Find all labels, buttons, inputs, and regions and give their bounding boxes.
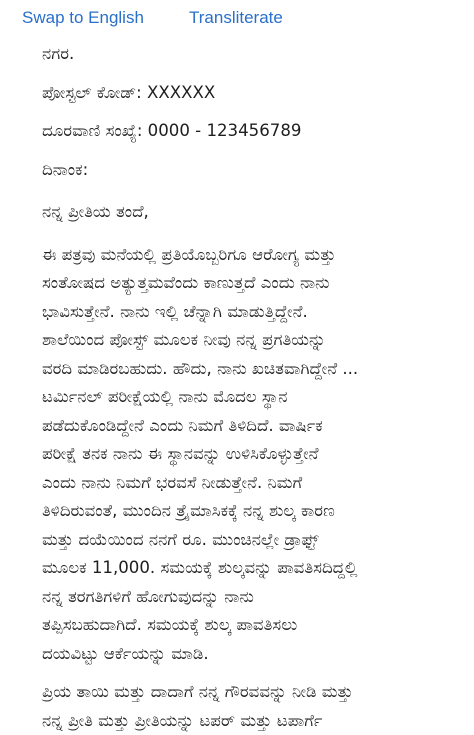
body-line: ಪಡೆದುಕೊಂಡಿದ್ದೇನೆ ಎಂದು ನಿಮಗೆ ತಿಳಿದಿದೆ. ವಾರ್ಷಿಕ	[42, 412, 462, 441]
body-line: ಮತ್ತು ದಯೆಯಿಂದ ನನಗೆ ರೂ. ಮುಂಚಿನಲ್ಲೇ ಡ್ರಾಫ್ಟ್	[42, 526, 462, 555]
body-line: ಶಾಲೆಯಿಂದ ಪೋಸ್ಟ್ ಮೂಲಕ ನೀವು ನನ್ನ ಪ್ರಗತಿಯನ್ನು	[42, 326, 462, 355]
body-line: ಸಂತೋಷದ ಅತ್ಯುತ್ತಮವೆಂದು ಕಾಣುತ್ತದೆ ಎಂದು ನಾನು	[42, 269, 462, 298]
body-line: ತಪ್ಪಿಸಬಹುದಾಗಿದೆ. ಸಮಯಕ್ಕೆ ಶುಲ್ಕ ಪಾವತಿಸಲು	[42, 611, 462, 640]
letter-text	[42, 40, 462, 735]
letter-date: ದಿನಾಂಕ:	[42, 156, 462, 185]
body-line: ಪರೀಕ್ಷೆ ತನಕ ನಾನು ಈ ಸ್ಥಾನವನ್ನು ಉಳಿಸಿಕೊಳ್ಳುತ್ತೇನೆ	[42, 440, 462, 469]
letter-postal-code: ಪೋಸ್ಟಲ್ ಕೋಡ್: XXXXXX	[42, 79, 462, 108]
letter-phone: ದೂರವಾಣಿ ಸಂಖ್ಯೆ: 0000 - 123456789	[42, 117, 462, 146]
body-line: ಮೂಲಕ 11,000. ಸಮಯಕ್ಕೆ ಶುಲ್ಕವನ್ನು ಪಾವತಿಸದಿದ್ದಲ್ಲಿ	[42, 554, 462, 583]
body-line: ನನ್ನ ತರಗತಿಗಳಿಗೆ ಹೋಗುವುದನ್ನು ನಾನು	[42, 583, 462, 612]
body-line: ಈ ಪತ್ರವು ಮನೆಯಲ್ಲಿ ಪ್ರತಿಯೊಬ್ಬರಿಗೂ ಆರೋಗ್ಯ ಮತ್ತು	[42, 241, 462, 270]
transliterate-button[interactable]: Transliterate	[189, 8, 283, 28]
letter-salutation: ನನ್ನ ಪ್ರೀತಿಯ ತಂದೆ,	[42, 198, 462, 227]
body-line: ಎಂದು ನಾನು ನಿಮಗೆ ಭರವಸೆ ನೀಡುತ್ತೇನೆ. ನಿಮಗೆ	[42, 469, 462, 498]
body-line: ದಯವಿಟ್ಟು ಆರ್ಕೆಯನ್ನು ಮಾಡಿ.	[42, 640, 462, 669]
body-line: ವರದಿ ಮಾಡಿರಬಹುದು. ಹೌದು, ನಾನು ಖಚಿತವಾಗಿದ್ದೇನೆ ...	[42, 355, 462, 384]
closing-line: ನನ್ನ ಪ್ರೀತಿ ಮತ್ತು ಪ್ರೀತಿಯನ್ನು ಟಪರ್ ಮತ್ತು ಟಪಾರ್ಗೆ	[42, 707, 462, 735]
body-line: ಟರ್ಮಿನಲ್ ಪರೀಕ್ಷೆಯಲ್ಲಿ ನಾನು ಮೊದಲ ಸ್ಥಾನ	[42, 383, 462, 412]
translation-toolbar	[0, 0, 474, 36]
body-line: ಭಾವಿಸುತ್ತೇನೆ. ನಾನು ಇಲ್ಲಿ ಚೆನ್ನಾಗಿ ಮಾಡುತ್ತಿದ್ದೇನೆ.	[42, 298, 462, 327]
body-line: ತಿಳಿದಿರುವಂತೆ, ಮುಂದಿನ ತ್ರೈಮಾಸಿಕಕ್ಕೆ ನನ್ನ ಶುಲ್ಕ ಕಾರಣ	[42, 497, 462, 526]
closing-line: ಪ್ರಿಯ ತಾಯಿ ಮತ್ತು ದಾದಾಗೆ ನನ್ನ ಗೌರವವನ್ನು ನೀಡಿ ಮತ್ತು	[42, 678, 462, 707]
letter-city: ನಗರ.	[42, 40, 462, 69]
swap-to-english-button[interactable]: Swap to English	[22, 8, 144, 28]
